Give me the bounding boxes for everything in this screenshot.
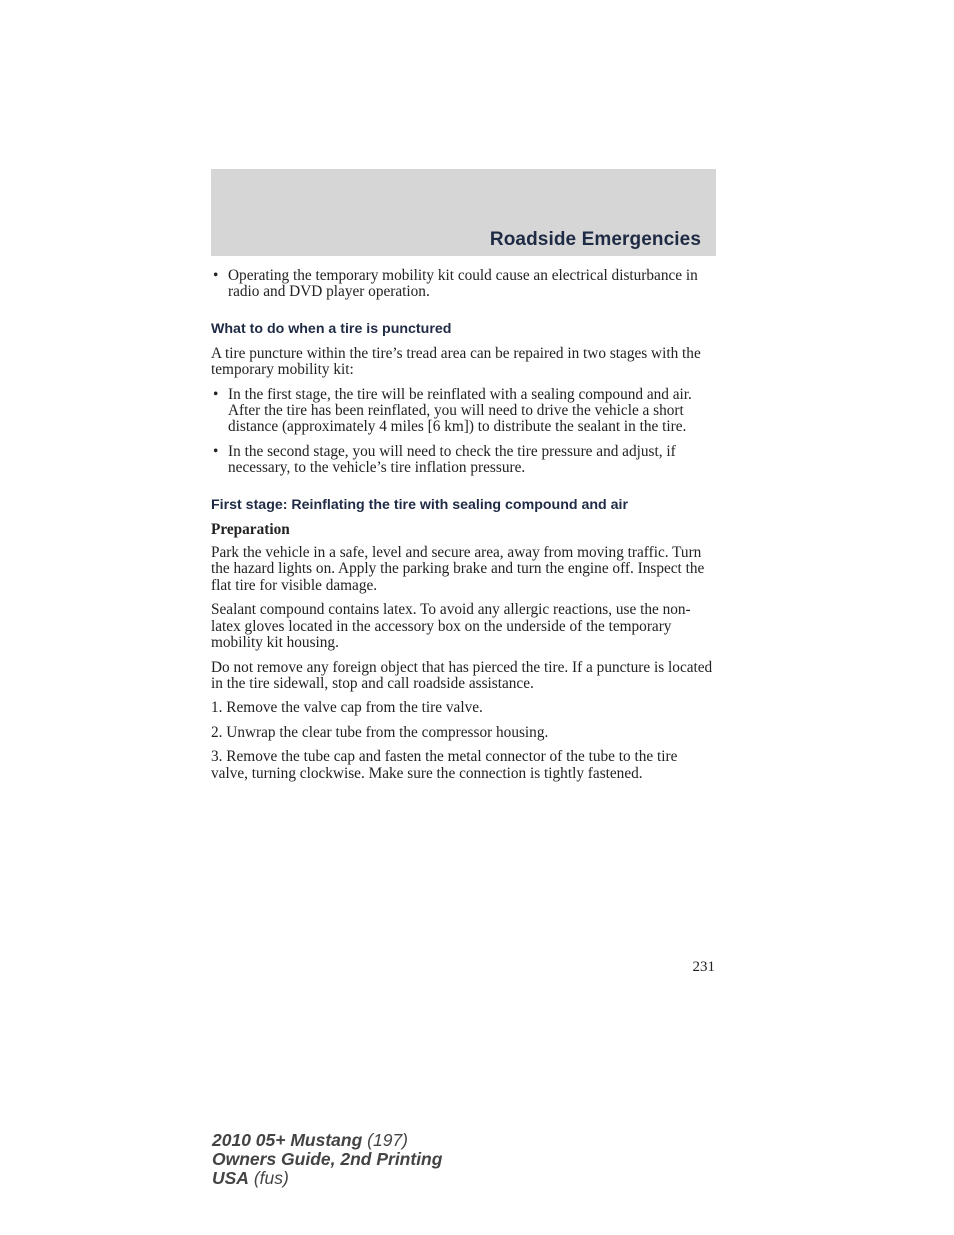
step-item: 2. Unwrap the clear tube from the compressor housing.: [211, 723, 549, 741]
bullet-dot: •: [213, 442, 219, 460]
section-header-band: [211, 169, 716, 256]
bullet-dot: •: [213, 267, 219, 284]
bullet-text: In the second stage, you will need to check the tire pressure and adjust, if necessary, to the vehicle’s tire inflation pressure.: [228, 442, 676, 477]
footer-model-code: (197): [367, 1130, 409, 1150]
page-number: 231: [692, 959, 715, 975]
footer-line-2: [212, 1150, 442, 1169]
bullet-item: [211, 444, 717, 477]
footer-guide: Owners Guide, 2nd Printing: [212, 1149, 443, 1169]
footer-market-code: (fus): [253, 1168, 289, 1188]
bullet-item: [211, 387, 717, 436]
section-title: Roadside Emergencies: [489, 229, 701, 250]
bullet-item: [211, 268, 717, 301]
footer-info: [212, 1131, 442, 1188]
paragraph: Do not remove any foreign object that has pierced the tire. If a puncture is located in the tire sidewall, stop and call roadside assistance.: [211, 658, 713, 692]
footer-model: 2010 05+ Mustang: [212, 1130, 363, 1150]
bullet-dot: •: [213, 385, 219, 403]
paragraph: Park the vehicle in a safe, level and secure area, away from moving traffic. Turn the hazard lights on. Apply the parking brake and turn the engine off. Inspect the flat tire for visible damage.: [211, 544, 705, 594]
footer-market: USA: [212, 1168, 249, 1188]
paragraph: Sealant compound contains latex. To avoid any allergic reactions, use the non-latex gloves located in the accessory box on the underside of the temporary mobility kit housing.: [211, 601, 691, 652]
bullet-text: In the first stage, the tire will be reinflated with a sealing compound and air. After the tire has been reinflated, you will need to drive the vehicle a short distance (approximately 4 miles [6 km]) to distribute the sealant in the tire.: [228, 385, 692, 436]
heading-first-stage: First stage: Reinflating the tire with sealing compound and air: [211, 496, 629, 513]
heading-tire-punctured: What to do when a tire is punctured: [211, 320, 452, 337]
page-content: [211, 268, 717, 790]
bullet-text: Operating the temporary mobility kit could cause an electrical disturbance in radio and DVD player operation.: [228, 267, 698, 301]
intro-paragraph: A tire puncture within the tire’s tread area can be repaired in two stages with the temporary mobility kit:: [211, 344, 701, 379]
step-item: 1. Remove the valve cap from the tire valve.: [211, 699, 483, 717]
step-item: 3. Remove the tube cap and fasten the metal connector of the tube to the tire valve, turning clockwise. Make sure the connection is tightly fastened.: [211, 748, 678, 782]
footer-line-1: [212, 1131, 442, 1150]
footer-line-3: [212, 1169, 442, 1188]
subheading-preparation: Preparation: [211, 520, 290, 538]
